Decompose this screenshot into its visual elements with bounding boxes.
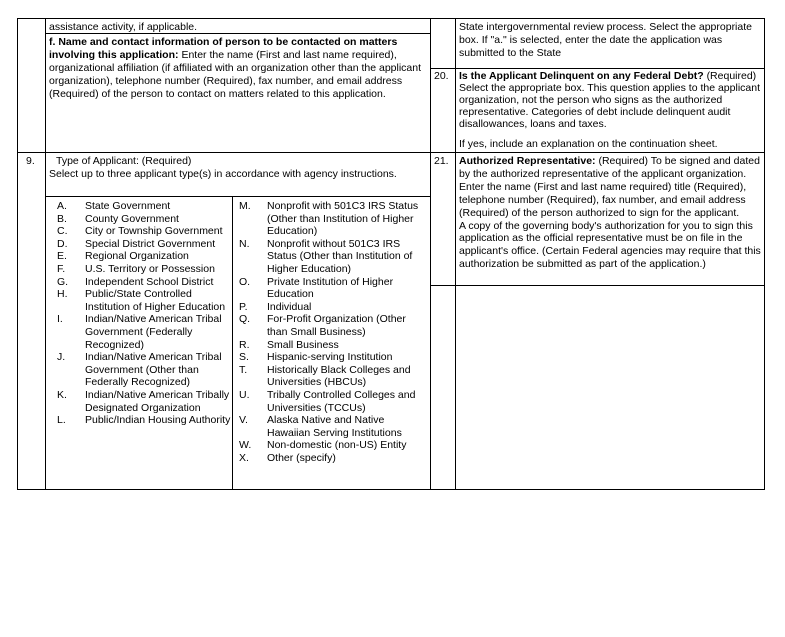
applicant-type-text: Nonprofit with 501C3 IRS Status (Other than Institution of Higher Education): [267, 200, 419, 238]
item-21-number: 21.: [434, 155, 449, 167]
item-f-heading: f. Name and contact information of person to be contacted on matters involving this application:: [49, 36, 398, 61]
row-divider-main: [18, 152, 764, 153]
applicant-type-text: Small Business: [267, 338, 339, 351]
item-9-number: 9.: [26, 155, 35, 167]
applicant-type-letter: A.: [57, 200, 67, 212]
applicant-type-item: [239, 276, 421, 301]
applicant-type-letter: G.: [57, 275, 69, 288]
applicant-type-text: Private Institution of Higher Education: [267, 275, 394, 301]
applicant-type-text: Indian/Native American Tribal Government (Federally Recognized): [85, 313, 222, 351]
applicant-type-item: [57, 276, 235, 289]
applicant-type-text: Regional Organization: [85, 250, 189, 263]
row-divider-item-21-bottom: [430, 285, 764, 286]
applicant-type-text: Hispanic-serving Institution: [267, 351, 393, 364]
applicant-type-text: Public/State Controlled Institution of Higher Education: [85, 288, 226, 313]
applicant-type-item: [239, 238, 421, 276]
item-f-paragraph: [49, 36, 427, 101]
column-divider-left-numbers: [45, 19, 46, 489]
applicant-type-text: Alaska Native and Native Hawaiian Serving Institutions: [267, 414, 402, 439]
applicant-type-list-right: [239, 200, 421, 464]
applicant-type-item: [57, 263, 235, 276]
applicant-type-letter: I.: [57, 313, 63, 326]
applicant-type-item: [239, 301, 421, 314]
applicant-type-letter: N.: [239, 237, 250, 250]
item-20-note: If yes, include an explanation on the continuation sheet.: [459, 138, 718, 150]
applicant-type-text: Non-domestic (non-US) Entity: [267, 439, 407, 452]
applicant-type-text: Tribally Controlled Colleges and Universities (TCCUs): [267, 388, 416, 414]
applicant-type-letter: M.: [239, 200, 251, 212]
item-21-text: (Required) To be signed and dated by the authorized representative of the applicant organization. Enter the name (First and last name required) title (Required), telephone number (Required), fax number, and email address (Required) of the person authorized to sign for the applicant.: [459, 155, 760, 219]
applicant-type-item: [239, 452, 421, 465]
item-20-text: (Required) Select the appropriate box. This question applies to the applicant organization, not the person who signs as the authorized representative. Categories of debt include delinquent audit disallowances, loans and taxes.: [459, 70, 761, 130]
applicant-type-letter: K.: [57, 388, 67, 401]
item-f-text: Enter the name (First and last name required), organizational affiliation (if affiliated with an organization other than the applicant organization), telephone number (Required), fax number, and email address (Required) of the person to contact on matters related to this application.: [49, 49, 422, 100]
item-21-paragraph: [459, 155, 762, 271]
applicant-type-item: [57, 313, 235, 351]
applicant-type-item: [57, 238, 235, 251]
applicant-type-letter: T.: [239, 363, 248, 376]
applicant-type-item: [239, 200, 421, 238]
applicant-type-letter: U.: [239, 388, 250, 401]
applicant-type-item: [57, 389, 235, 414]
item-21-heading: Authorized Representative:: [459, 155, 596, 167]
item-20-number: 20.: [434, 70, 449, 82]
applicant-type-letter: E.: [57, 250, 67, 263]
applicant-type-letter: B.: [57, 212, 67, 225]
applicant-type-letter: H.: [57, 288, 68, 301]
applicant-type-item: [57, 213, 235, 226]
applicant-type-letter: P.: [239, 300, 248, 313]
applicant-type-item: [57, 351, 235, 389]
applicant-type-letter: R.: [239, 338, 250, 351]
item-20-heading: Is the Applicant Delinquent on any Federal Debt?: [459, 70, 704, 82]
applicant-type-item: [239, 364, 421, 389]
instructions-table: [17, 18, 765, 490]
row-divider-type-list-top: [45, 196, 430, 197]
applicant-type-item: [239, 389, 421, 414]
row-divider-item-20-top: [430, 68, 764, 69]
applicant-type-letter: S.: [239, 351, 249, 364]
applicant-type-item: [239, 339, 421, 352]
applicant-type-letter: X.: [239, 451, 249, 464]
applicant-type-text: Indian/Native American Tribally Designated Organization: [85, 388, 230, 414]
applicant-type-letter: Q.: [239, 313, 251, 326]
applicant-type-letter: J.: [57, 351, 66, 364]
applicant-type-text: Historically Black Colleges and Universities (HBCUs): [267, 363, 411, 389]
applicant-type-letter: D.: [57, 237, 68, 250]
applicant-type-text: Public/Indian Housing Authority: [85, 414, 231, 427]
state-review-instruction-tail: State intergovernmental review process. Select the appropriate box. If "a." is selected, enter the date the application was submitted to the State: [459, 21, 752, 59]
applicant-type-item: [239, 313, 421, 338]
applicant-type-item: [57, 250, 235, 263]
applicant-type-letter: F.: [57, 262, 66, 275]
previous-instruction-tail: assistance activity, if applicable.: [49, 21, 198, 33]
applicant-type-letter: W.: [239, 439, 252, 452]
applicant-type-item: [239, 439, 421, 452]
applicant-type-text: Individual: [267, 300, 312, 313]
column-divider-right-numbers: [455, 19, 456, 489]
applicant-type-text: City or Township Government: [85, 225, 223, 238]
applicant-type-list-left: [57, 200, 235, 427]
applicant-type-text: Other (specify): [267, 451, 336, 464]
applicant-type-letter: O.: [239, 275, 251, 288]
applicant-type-item: [57, 288, 235, 313]
applicant-type-text: Special District Government: [85, 237, 216, 250]
applicant-type-item: [57, 225, 235, 238]
column-divider-middle: [430, 19, 431, 489]
applicant-type-text: Nonprofit without 501C3 IRS Status (Other than Institution of Higher Education): [267, 237, 413, 275]
applicant-type-text: U.S. Territory or Possession: [85, 262, 215, 275]
applicant-type-item: [239, 414, 421, 439]
applicant-type-item: [57, 200, 235, 213]
applicant-type-item: [57, 414, 235, 427]
item-9-intro: Select up to three applicant type(s) in accordance with agency instructions.: [49, 168, 397, 180]
applicant-type-item: [239, 351, 421, 364]
applicant-type-letter: C.: [57, 225, 68, 238]
item-20-paragraph: [459, 70, 760, 150]
applicant-type-text: Indian/Native American Tribal Government (Other than Federally Recognized): [85, 351, 222, 389]
applicant-type-letter: L.: [57, 414, 66, 427]
applicant-type-text: Independent School District: [85, 275, 214, 288]
applicant-type-text: County Government: [85, 212, 179, 225]
applicant-type-text: State Government: [85, 200, 171, 212]
applicant-type-text: For-Profit Organization (Other than Small Business): [267, 313, 406, 338]
item-9-title: Type of Applicant: (Required): [56, 155, 192, 167]
applicant-type-letter: V.: [239, 414, 248, 427]
item-21-text2: A copy of the governing body's authorization for you to sign this application as the official representative must be on file in the applicant's office. (Certain Federal agencies may require that this authorization be submitted as part of the application.): [459, 219, 761, 271]
